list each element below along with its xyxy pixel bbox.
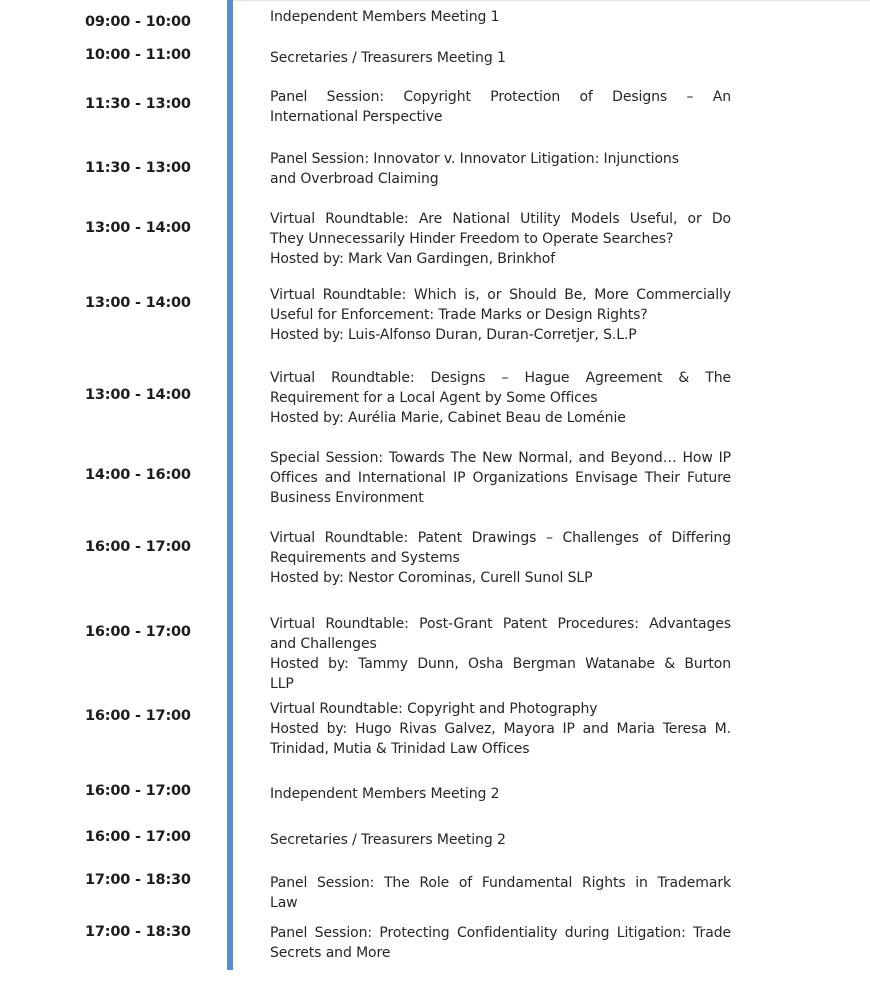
- session-description: [270, 699, 731, 759]
- session-description-line: Requirements and Systems: [270, 550, 460, 566]
- session-description-line: and Overbroad Claiming: [270, 171, 439, 187]
- session-description-line: Hosted by: Aurélia Marie, Cabinet Beau de Loménie: [270, 410, 626, 426]
- session-time: 11:30 - 13:00: [85, 96, 191, 112]
- session-time: 14:00 - 16:00: [85, 467, 191, 483]
- session-description: [270, 873, 731, 913]
- session-description-line: Virtual Roundtable: Are National Utility Models Useful, or Do: [270, 211, 731, 227]
- session-description-line: International Perspective: [270, 109, 443, 125]
- session-description-line: Trinidad, Mutia & Trinidad Law Offices: [270, 741, 530, 757]
- session-description-line: Virtual Roundtable: Which is, or Should Be, More Commercially: [270, 287, 731, 303]
- session-description-line: Law: [270, 895, 298, 911]
- session-description: [270, 784, 731, 804]
- top-divider: [230, 0, 870, 1]
- session-description-line: Hosted by: Nestor Corominas, Curell Sunol SLP: [270, 570, 593, 586]
- session-time: 16:00 - 17:00: [85, 783, 191, 799]
- session-description: [270, 830, 731, 850]
- session-description-line: Hosted by: Luis-Alfonso Duran, Duran-Corretjer, S.L.P: [270, 327, 637, 343]
- session-description-line: Secretaries / Treasurers Meeting 1: [270, 50, 506, 66]
- session-description-line: They Unnecessarily Hinder Freedom to Operate Searches?: [270, 231, 674, 247]
- session-time: 17:00 - 18:30: [85, 924, 191, 940]
- session-description-line: Panel Session: Copyright Protection of Designs – An: [270, 89, 731, 105]
- session-time: 13:00 - 14:00: [85, 220, 191, 236]
- session-description-line: Panel Session: The Role of Fundamental Rights in Trademark: [270, 875, 731, 891]
- session-description: [270, 448, 731, 508]
- session-description-line: Virtual Roundtable: Designs – Hague Agreement & The: [270, 370, 731, 386]
- session-description: [270, 614, 731, 694]
- session-description-line: Independent Members Meeting 2: [270, 786, 500, 802]
- session-time: 17:00 - 18:30: [85, 872, 191, 888]
- session-time: 13:00 - 14:00: [85, 387, 191, 403]
- session-time: 09:00 - 10:00: [85, 14, 191, 30]
- session-description: [270, 528, 731, 588]
- session-description: [270, 923, 731, 963]
- session-description-line: Virtual Roundtable: Patent Drawings – Challenges of Differing: [270, 530, 731, 546]
- session-description: [270, 285, 731, 345]
- session-description-line: Requirement for a Local Agent by Some Offices: [270, 390, 598, 406]
- session-description-line: Offices and International IP Organizations Envisage Their Future: [270, 470, 731, 486]
- session-description-line: Business Environment: [270, 490, 424, 506]
- session-description: [270, 48, 731, 68]
- session-description-line: and Challenges: [270, 636, 377, 652]
- session-time: 10:00 - 11:00: [85, 47, 191, 63]
- session-description-line: Panel Session: Protecting Confidentiality during Litigation: Trade: [270, 925, 731, 941]
- session-time: 16:00 - 17:00: [85, 829, 191, 845]
- session-time: 13:00 - 14:00: [85, 295, 191, 311]
- timeline-bar: [227, 0, 233, 970]
- session-description: [270, 87, 731, 127]
- session-description: [270, 7, 731, 27]
- session-description: [270, 209, 731, 269]
- session-time: 16:00 - 17:00: [85, 539, 191, 555]
- session-description-line: Secrets and More: [270, 945, 391, 961]
- session-description: [270, 368, 731, 428]
- session-time: 16:00 - 17:00: [85, 624, 191, 640]
- session-description-line: Secretaries / Treasurers Meeting 2: [270, 832, 506, 848]
- session-description-line: Virtual Roundtable: Post-Grant Patent Procedures: Advantages: [270, 616, 731, 632]
- session-description-line: Special Session: Towards The New Normal, and Beyond… How IP: [270, 450, 731, 466]
- session-description-line: Independent Members Meeting 1: [270, 9, 500, 25]
- session-time: 11:30 - 13:00: [85, 160, 191, 176]
- session-description-line: Hosted by: Tammy Dunn, Osha Bergman Watanabe & Burton: [270, 656, 731, 672]
- session-description-line: Useful for Enforcement: Trade Marks or Design Rights?: [270, 307, 648, 323]
- session-description-line: Panel Session: Innovator v. Innovator Litigation: Injunctions: [270, 151, 679, 167]
- session-description-line: LLP: [270, 676, 294, 692]
- session-description: [270, 149, 731, 189]
- session-time: 16:00 - 17:00: [85, 708, 191, 724]
- session-description-line: Hosted by: Mark Van Gardingen, Brinkhof: [270, 251, 556, 267]
- session-description-line: Hosted by: Hugo Rivas Galvez, Mayora IP and Maria Teresa M.: [270, 721, 731, 737]
- session-description-line: Virtual Roundtable: Copyright and Photography: [270, 701, 598, 717]
